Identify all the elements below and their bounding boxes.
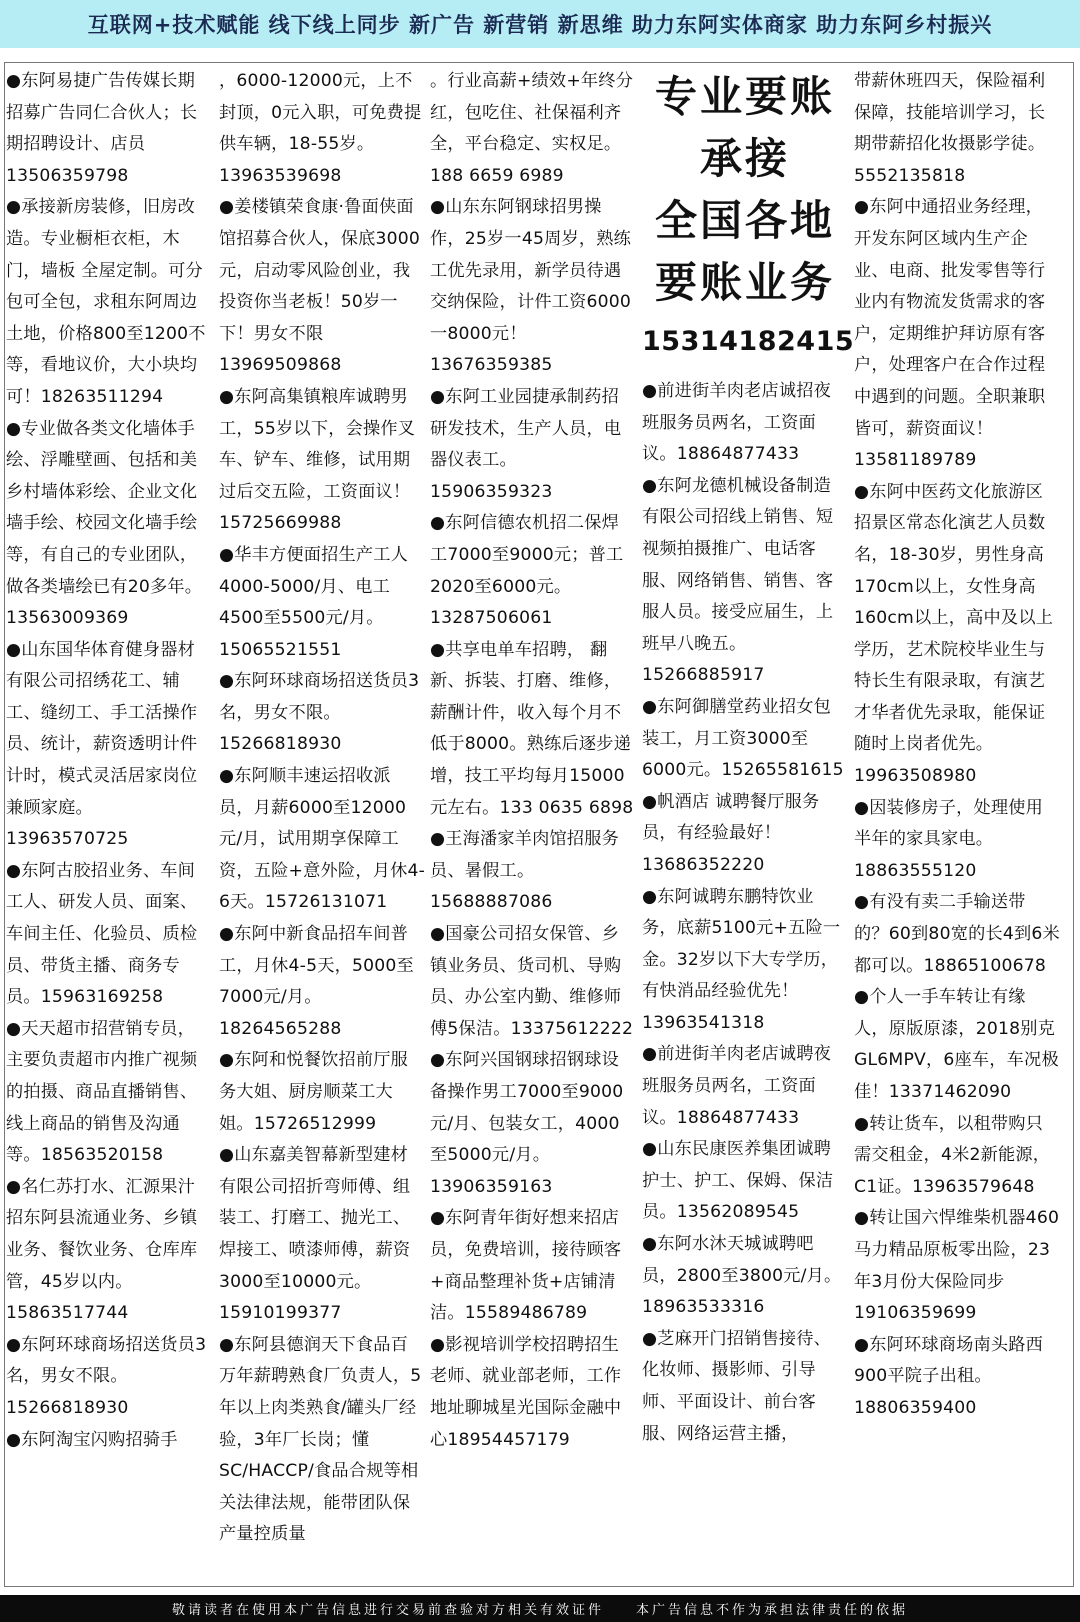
classified-ad: ●专业做各类文化墙体手绘、浮雕壁画、包括和美乡村墙体彩绘、企业文化墙手绘、校园文化墙手绘等，有自己的专业团队，做各类墙绘已有20多年。13563009369 <box>6 418 203 629</box>
classified-ad: ●东阿顺丰速运招收派员，月薪6000至12000元/月，试用期享保障工资，五险+意外险，月休4-6天。15726131071 <box>219 766 426 913</box>
classified-ad: ●山东东阿钢球招男操作，25岁一45周岁，熟练工优先录用，新学员待遇交纳保险，计件工资6000一8000元！13676359385 <box>430 197 632 376</box>
classified-ad: ●前进街羊肉老店诚聘夜班服务员两名，工资面议。18864877433 <box>642 1044 832 1128</box>
promo-line: 要账业务 <box>654 258 835 307</box>
ad-column-2 <box>219 66 425 1551</box>
classified-ad: ●山东民康医养集团诚聘护士、护工、保姆、保洁员。13562089545 <box>642 1139 834 1223</box>
top-banner <box>0 0 1080 48</box>
classified-ad: ，6000-12000元，上不封顶，0元入职，可免费提供车辆，18-55岁。13963539698 <box>219 71 422 186</box>
classified-ad: ●转让货车，以租带购只需交租金，4米2新能源，C1证。13963579648 <box>854 1113 1051 1197</box>
ad-column-4 <box>642 66 855 1450</box>
disclaimer-footer <box>0 1595 1080 1622</box>
classified-ad: ●东阿水沐天城诚聘吧员，2800至3800元/月。18963533316 <box>642 1234 842 1318</box>
classified-ad: 带薪休班四天，保险福利保障，技能培训学习，长期带薪招化妆摄影学徒。5552135818 <box>854 71 1046 186</box>
classified-ad: ●华丰方便面招生产工人4000-5000/月、电工4500至5500元/月。15065521551 <box>219 544 409 660</box>
banner-slogan: 互联网+技术赋能 线下线上同步 新广告 新营销 新思维 助力东阿实体商家 助力东阿乡村振兴 <box>87 13 993 37</box>
classified-ad: ●东阿中通招业务经理，开发东阿区域内生产企业、电商、批发零售等行业内有物流发货需求的客户，定期维护拜访原有客户，处理客户在合作过程中遇到的问题。全职兼职皆可，薪资面议！13581189789 <box>854 197 1046 471</box>
classified-ad: ●前进街羊肉老店诚招夜班服务员两名，工资面议。18864877433 <box>642 381 832 465</box>
ad-column-1 <box>6 66 212 1456</box>
classified-ad: ●名仁苏打水、汇源果汁招东阿县流通业务、乡镇业务、餐饮业务、仓库库管，45岁以内。15863517744 <box>6 1176 198 1324</box>
classified-ad: ●因装修房子，处理使用半年的家具家电。18863555120 <box>854 797 1044 881</box>
classified-ad: ●共享电单车招聘， 翻新、拆装、打磨、维修， 薪酬计件，收入每个月不低于8000。熟练后逐步递增，技工平均每月15000元左右。133 0635 6898 <box>430 639 634 818</box>
ad-column-3 <box>430 66 636 1456</box>
classified-ad: ●东阿诚聘东鹏特饮业务，底薪5100元+五险一金。32岁以下大专学历，有快消品经验优先！13963541318 <box>642 886 841 1033</box>
classified-ad: ●东阿和悦餐饮招前厅服务大姐、厨房顺菜工大姐。15726512999 <box>219 1050 409 1134</box>
classified-ad: ●东阿县德润天下食品百万年薪聘熟食厂负责人，5年以上肉类熟食/罐头厂经验，3年厂长岗；懂SC/HACCP/食品合规等相关法律法规，能带团队保产量控质量 <box>219 1334 422 1545</box>
classified-ad: ●王海潘家羊肉馆招服务员、暑假工。15688887086 <box>430 829 620 913</box>
disclaimer-right: 本广告信息不作为承担法律责任的依据 <box>636 1603 909 1618</box>
promo-line: 专业要账 <box>654 72 835 121</box>
classified-ad: ●转让国六悍维柴机器460马力精品原板零出险，23年3月份大保险同步19106359699 <box>854 1208 1060 1324</box>
promo-phone: 15314182415 <box>642 326 855 357</box>
classified-ad: ●东阿环球商场南头路西900平院子出租。18806359400 <box>854 1334 1044 1418</box>
classified-ad: ●个人一手车转让有缘人，原版原漆，2018别克GL6MPV，6座车，车况极佳！13371462090 <box>854 987 1059 1102</box>
classified-ad: ●东阿中新食品招车间普工，月休4-5天，5000至7000元/月。18264565288 <box>219 924 414 1039</box>
ad-column-5 <box>854 66 1060 1425</box>
disclaimer-left: 敬请读者在使用本广告信息进行交易前查验对方相关有效证件 <box>171 1603 604 1618</box>
classified-ad: ●山东国华体育健身器材有限公司招绣花工、辅工、缝纫工、手工活操作员、统计，薪资透明计件计时，模式灵活居家岗位兼顾家庭。13963570725 <box>6 639 198 850</box>
classified-ad: ●东阿龙德机械设备制造有限公司招线上销售、短视频拍摄推广、电话客服、网络销售、销售、客服人员。接受应届生，上班早八晚五。15266885917 <box>642 475 834 686</box>
classified-ad: ●东阿高集镇粮库诚聘男工，55岁以下，会操作叉车、铲车、维修，试用期过后交五险，工资面议！15725669988 <box>219 386 416 534</box>
classified-ad: ●东阿兴国钢球招钢球设备操作男工7000至9000元/月、包装女工，4000至5000元/月。13906359163 <box>430 1050 624 1197</box>
classified-ad: ●东阿淘宝闪购招骑手 <box>6 1429 178 1450</box>
classified-ad: ●承接新房装修，旧房改造。专业橱柜衣柜，木门，墙板 全屋定制。可分包可全包，求租东阿周边土地，价格800至1200不等，看地议价，大小块均可！18263511294 <box>6 197 206 407</box>
debt-collection-promo <box>642 66 855 366</box>
classified-ad: ●东阿环球商场招送货员3名，男女不限。15266818930 <box>219 671 420 755</box>
classified-ad: ●有没有卖二手输送带的？60到80宽的长4到6米都可以。18865100678 <box>854 892 1060 976</box>
classified-ad: ●东阿信德农机招二保焊工7000至9000元；普工2020至6000元。13287506061 <box>430 513 624 629</box>
classified-ad: ●国豪公司招女保管、乡镇业务员、货司机、导购员、办公室内勤、维修师傅5保洁。13375612222 <box>430 924 634 1039</box>
classified-ad: ●东阿古胶招业务、车间工人、研发人员、面案、车间主任、化验员、质检员、带货主播、商务专员。15963169258 <box>6 860 198 1008</box>
promo-line: 全国各地 <box>654 196 835 245</box>
classified-ad: ●天天超市招营销专员，主要负责超市内推广视频的拍摄、商品直播销售、线上商品的销售及沟通等。18563520158 <box>6 1018 198 1166</box>
classified-ad: ●东阿御膳堂药业招女包装工，月工资3000至6000元。15265581615 <box>642 696 844 781</box>
classified-ad: ●东阿环球商场招送货员3名，男女不限。15266818930 <box>6 1334 207 1418</box>
classified-ad: ●山东嘉美智幕新型建材有限公司招折弯师傅、组装工、打磨工、抛光工、焊接工、喷漆师傅，薪资3000至10000元。15910199377 <box>219 1145 411 1324</box>
classified-ad: ●帆酒店 诚聘餐厅服务员，有经验最好！13686352220 <box>642 791 820 875</box>
classified-ad: ●东阿青年街好想来招店员，免费培训，接待顾客+商品整理补货+店铺清洁。15589486789 <box>430 1208 622 1324</box>
classified-ad: ●姜楼镇荣食康·鲁面侠面馆招募合伙人，保底3000元，启动零风险创业，我投资你当老板！50岁一下！男女不限13969509868 <box>219 197 421 376</box>
classified-ad: ●东阿中医药文化旅游区招景区常态化演艺人员数名，18-30岁，男性身高170cm以上，女性身高160cm以上，高中及以上学历，艺术院校毕业生与特长生有限录取，有演艺才华者优先录取，能保证随时上岗者优先。19963508980 <box>854 481 1054 787</box>
classified-ad: ●芝麻开门招销售接待、化妆师、摄影师、引导师、平面设计、前台客服、网络运营主播， <box>642 1328 832 1444</box>
classified-ad: ●影视培训学校招聘招生老师、就业部老师，工作地址聊城星光国际金融中心18954457179 <box>430 1334 622 1450</box>
classified-ad: ●东阿易捷广告传媒长期招募广告同仁合伙人；长期招聘设计、店员13506359798 <box>6 71 198 186</box>
classified-ad: 。行业高薪+绩效+年终分红，包吃住、社保福利齐全，平台稳定、实权足。188 6659 6989 <box>430 71 634 186</box>
promo-line: 承接 <box>699 134 790 183</box>
classified-ad: ●东阿工业园捷承制药招研发技术，生产人员，电器仪表工。15906359323 <box>430 386 622 502</box>
